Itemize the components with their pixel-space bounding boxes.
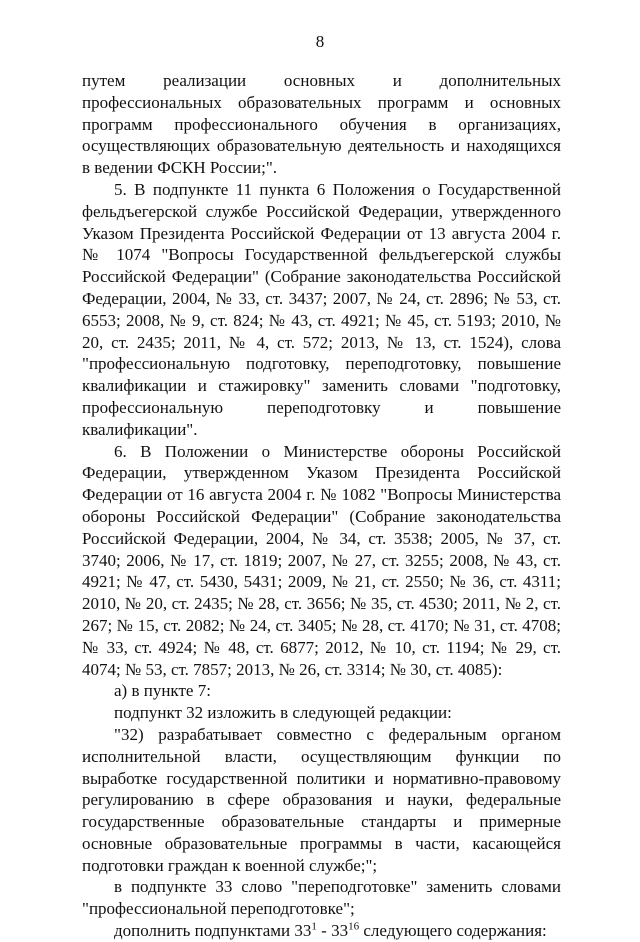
last-line-before: дополнить подпунктами 33 — [114, 921, 312, 941]
last-line-after: следующего содержания: — [359, 921, 547, 941]
document-body — [82, 70, 561, 942]
paragraph: подпункт 32 изложить в следующей редакции: — [114, 703, 452, 723]
paragraph-last — [82, 920, 561, 942]
paragraph: "32) разрабатывает совместно с федеральным органом исполнительной власти, осуществляющим функции по выработке государственной политики и нормативно-правовому регулированию в сфере образования и науки, федеральные государственные образовательные стандарты и примерные основные образовательные программы в части, касающейся подготовки граждан к военной службе;"; — [82, 724, 561, 875]
superscript: 1 — [311, 920, 317, 933]
paragraph: а) в пункте 7: — [114, 681, 211, 701]
paragraph: 6. В Положении о Министерстве обороны Российской Федерации, утвержденном Указом Президента Российской Федерации от 16 августа 2004 г. № 1082 "Вопросы Министерства обороны Российской Федерации" (Собрание законодательства Российской Федерации, 2004, № 34, ст. 3538; 2005, № 37, ст. 3740; 2006, № 17, ст. 1819; 2007, № 27, ст. 3255; 2008, № 43, ст. 4921; № 47, ст. 5430, 5431; 2009, № 21, ст. 2550; № 36, ст. 4311; 2010, № 20, ст. 2435; № 28, ст. 3656; № 35, ст. 4530; 2011, № 2, ст. 267; № 15, ст. 2082; № 24, ст. 3405; № 28, ст. 4170; № 31, ст. 4708; № 33, ст. 4924; № 48, ст. 6877; 2012, № 10, ст. 1194; № 29, ст. 4074; № 53, ст. 7857; 2013, № 26, ст. 3314; № 30, ст. 4085): — [82, 441, 561, 679]
paragraph: 5. В подпункте 11 пункта 6 Положения о Государственной фельдъегерской службе Российской Федерации, утвержденного Указом Президента Российской Федерации от 13 августа 2004 г. № 1074 "Вопросы Государственной фельдъегерской службы Российской Федерации" (Собрание законодательства Российской Федерации, 2004, № 33, ст. 3437; 2007, № 24, ст. 2896; № 53, ст. 6553; 2008, № 9, ст. 824; № 43, ст. 4921; № 45, ст. 5193; 2010, № 20, ст. 2435; 2011, № 4, ст. 572; 2013, № 13, ст. 1524), слова "профессиональную подготовку, переподготовку, повышение квалификации и стажировку" заменить словами "подготовку, профессиональную переподготовку и повышение квалификации". — [82, 179, 561, 439]
page-number: 8 — [315, 32, 325, 51]
superscript: 16 — [348, 920, 360, 933]
last-line-middle: - 33 — [316, 921, 349, 941]
paragraph: в подпункте 33 слово "переподготовке" заменить словами "профессиональной переподготовке"; — [82, 877, 561, 919]
paragraph: путем реализации основных и дополнительных профессиональных образовательных программ и основных программ профессионального обучения в организациях, осуществляющих образовательную деятельность и находящихся в ведении ФСКН России;". — [82, 71, 561, 178]
